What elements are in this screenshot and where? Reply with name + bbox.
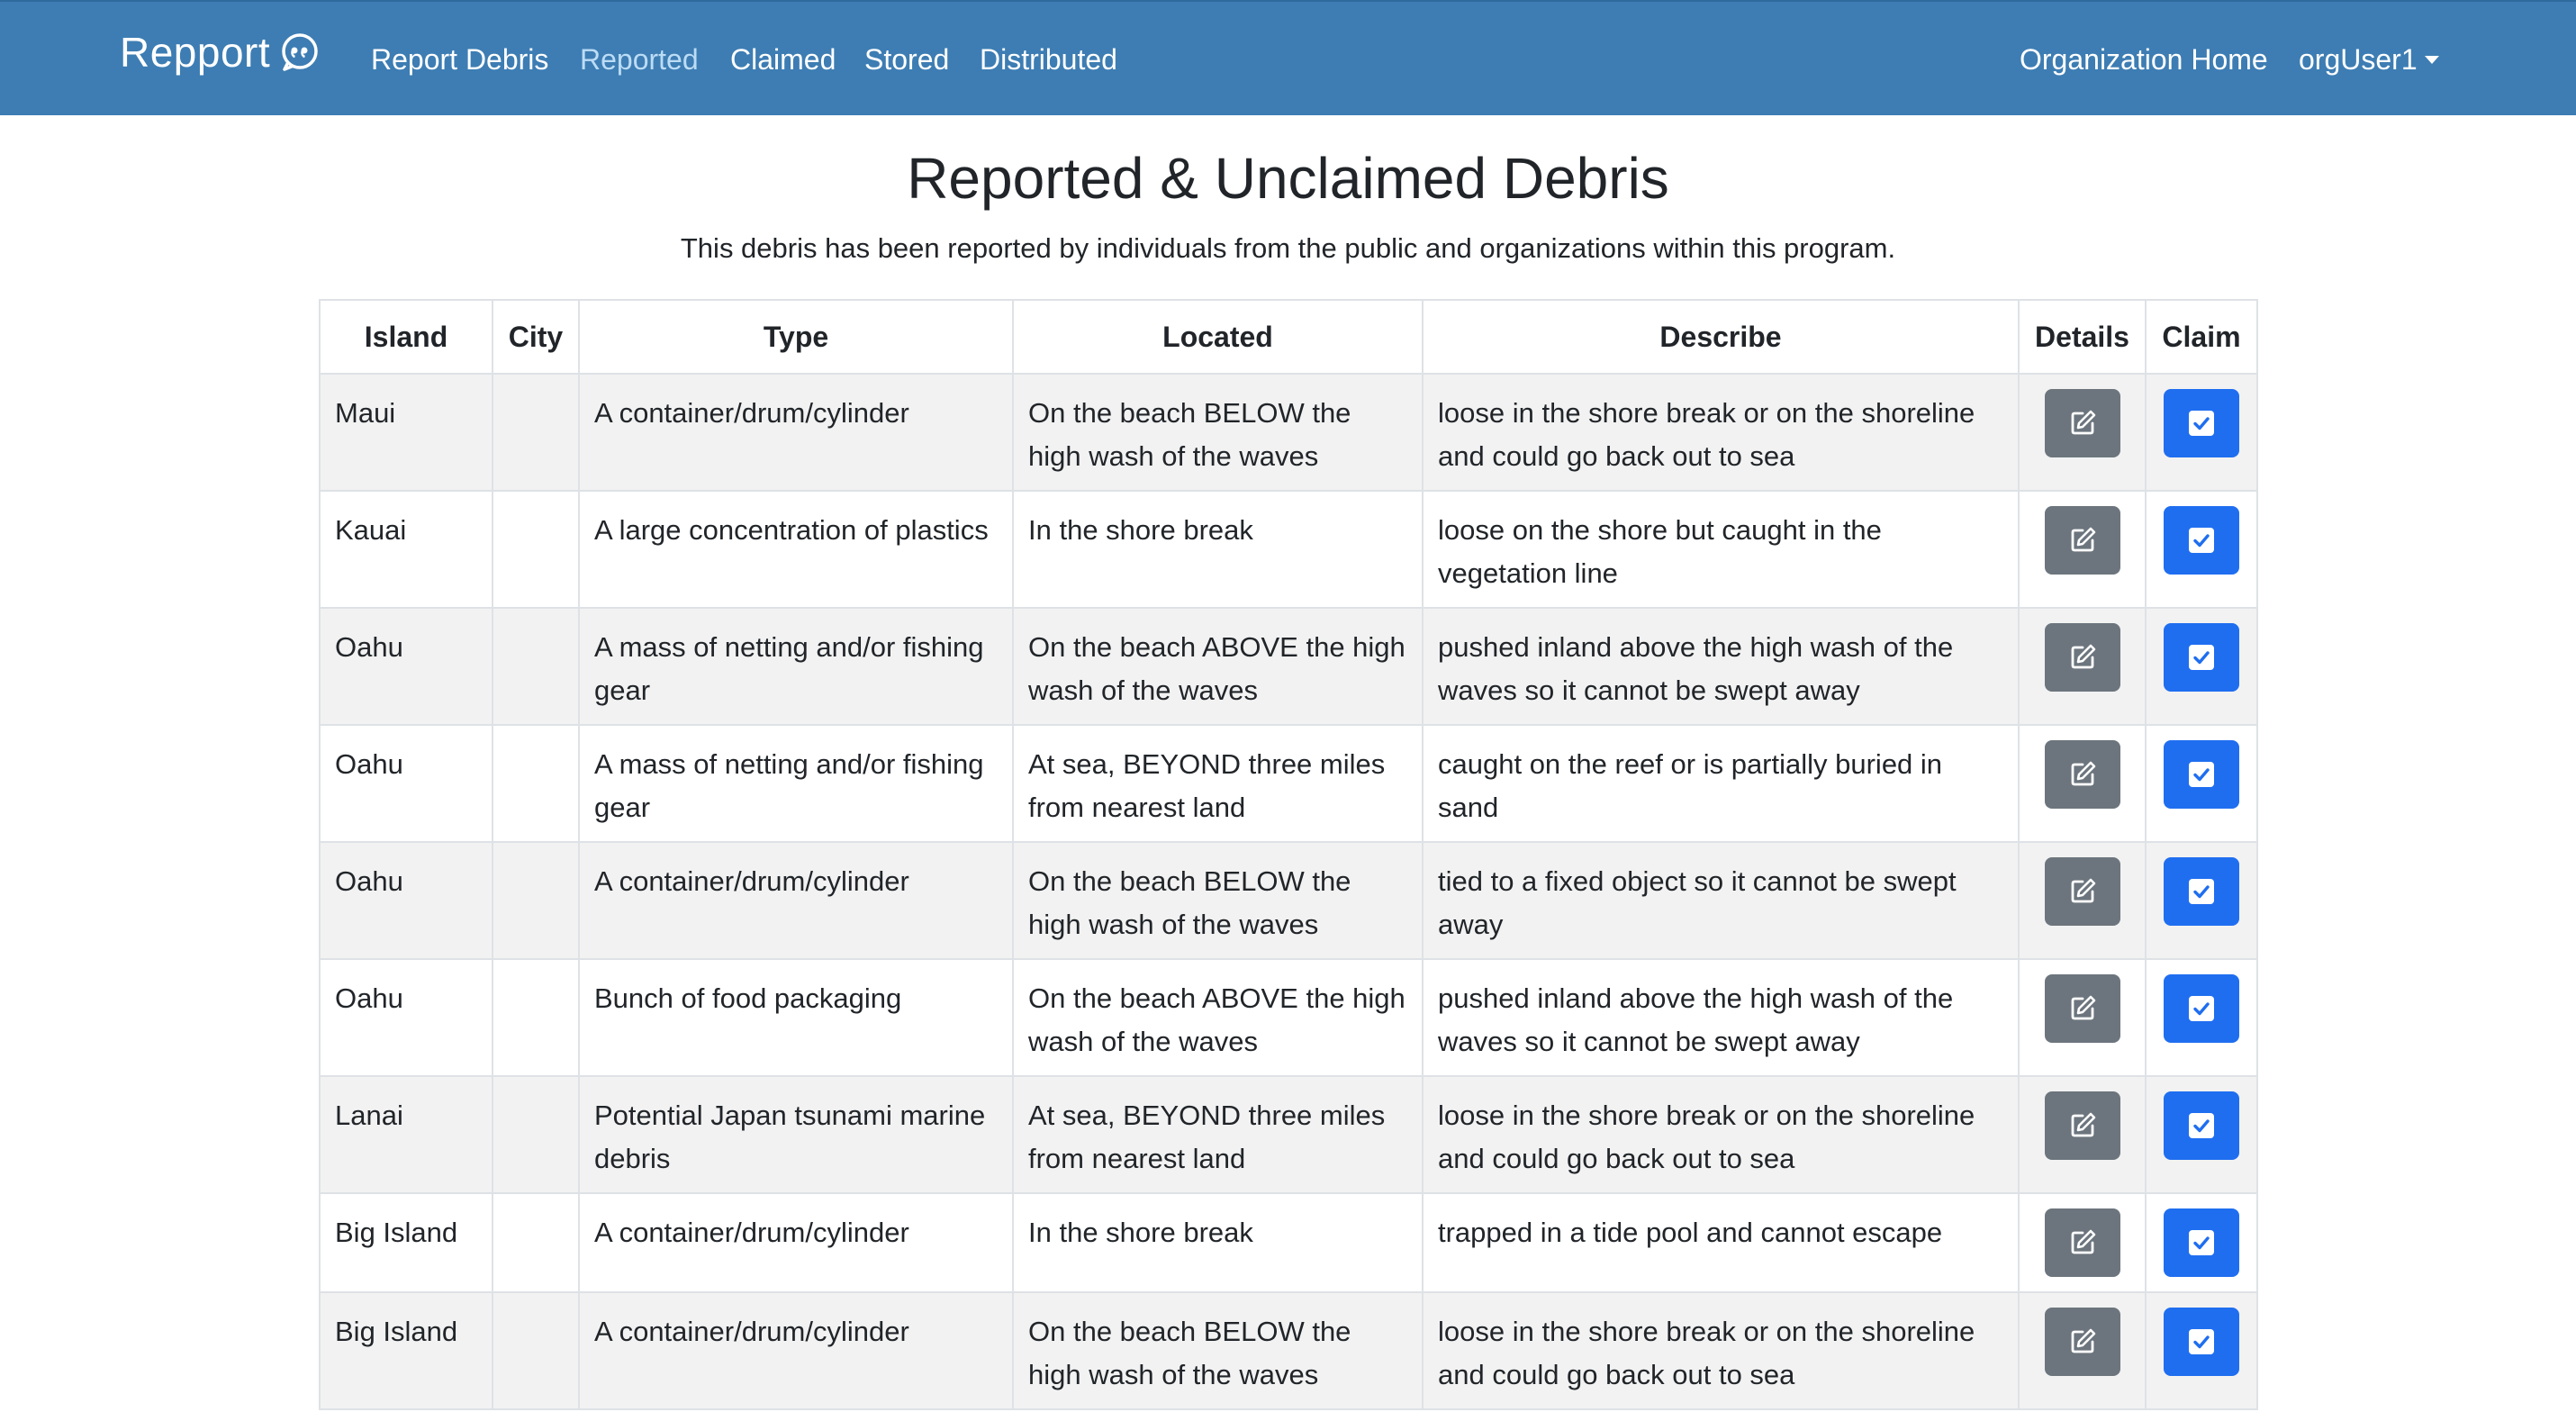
cell-details [2019, 608, 2146, 725]
cell-claim [2146, 725, 2257, 842]
check-square-icon [2186, 525, 2217, 556]
details-button[interactable] [2045, 857, 2120, 926]
cell-located: At sea, BEYOND three miles from nearest land [1013, 1076, 1423, 1193]
cell-claim [2146, 374, 2257, 491]
cell-type: A mass of netting and/or fishing gear [579, 725, 1013, 842]
brand-name: Repport [120, 29, 271, 76]
cell-located: On the beach ABOVE the high wash of the waves [1013, 959, 1423, 1076]
nav-reported[interactable]: Reported [580, 43, 699, 76]
cell-details [2019, 1292, 2146, 1409]
cell-details [2019, 959, 2146, 1076]
cell-describe: tied to a fixed object so it cannot be swept away [1423, 842, 2019, 959]
details-button[interactable] [2045, 506, 2120, 575]
check-square-icon [2186, 876, 2217, 907]
cell-describe: pushed inland above the high wash of the waves so it cannot be swept away [1423, 608, 2019, 725]
nav-claimed[interactable]: Claimed [730, 43, 836, 76]
cell-city [493, 1193, 579, 1292]
cell-island: Big Island [320, 1292, 493, 1409]
page-title: Reported & Unclaimed Debris [907, 146, 1669, 211]
details-button[interactable] [2045, 1091, 2120, 1160]
cell-type: A container/drum/cylinder [579, 374, 1013, 491]
cell-located: At sea, BEYOND three miles from nearest land [1013, 725, 1423, 842]
check-square-icon [2186, 642, 2217, 673]
cell-city [493, 842, 579, 959]
claim-button[interactable] [2164, 389, 2239, 457]
cell-island: Oahu [320, 608, 493, 725]
check-square-icon [2186, 1326, 2217, 1357]
edit-icon [2067, 525, 2098, 556]
header-claim: Claim [2146, 300, 2257, 374]
cell-details [2019, 491, 2146, 608]
cell-describe: loose in the shore break or on the shoreline and could go back out to sea [1423, 1076, 2019, 1193]
edit-icon [2067, 1326, 2098, 1357]
caret-down-icon [2425, 56, 2439, 64]
details-button[interactable] [2045, 623, 2120, 692]
edit-icon [2067, 993, 2098, 1024]
cell-claim [2146, 608, 2257, 725]
details-button[interactable] [2045, 389, 2120, 457]
edit-icon [2067, 1227, 2098, 1258]
cell-city [493, 1076, 579, 1193]
cell-island: Big Island [320, 1193, 493, 1292]
cell-city [493, 608, 579, 725]
cell-claim [2146, 842, 2257, 959]
cell-type: A large concentration of plastics [579, 491, 1013, 608]
table-row [320, 1292, 2257, 1409]
header-located: Located [1013, 300, 1423, 374]
cell-located: On the beach BELOW the high wash of the waves [1013, 842, 1423, 959]
brand-logo[interactable] [120, 25, 321, 79]
cell-city [493, 1292, 579, 1409]
cell-island: Oahu [320, 842, 493, 959]
check-square-icon [2186, 993, 2217, 1024]
cell-details [2019, 1193, 2146, 1292]
cell-claim [2146, 1292, 2257, 1409]
cell-located: On the beach BELOW the high wash of the waves [1013, 374, 1423, 491]
cell-details [2019, 374, 2146, 491]
cell-claim [2146, 1076, 2257, 1193]
cell-island: Oahu [320, 959, 493, 1076]
cell-city [493, 725, 579, 842]
table-row [320, 725, 2257, 842]
check-square-icon [2186, 759, 2217, 790]
table-row [320, 608, 2257, 725]
claim-button[interactable] [2164, 1308, 2239, 1376]
header-city: City [493, 300, 579, 374]
nav-report-debris[interactable]: Report Debris [371, 43, 549, 76]
edit-icon [2067, 876, 2098, 907]
cell-describe: pushed inland above the high wash of the waves so it cannot be swept away [1423, 959, 2019, 1076]
cell-located: On the beach BELOW the high wash of the waves [1013, 1292, 1423, 1409]
cell-details [2019, 842, 2146, 959]
claim-button[interactable] [2164, 974, 2239, 1043]
cell-island: Lanai [320, 1076, 493, 1193]
header-type: Type [579, 300, 1013, 374]
check-square-icon [2186, 1227, 2217, 1258]
cell-type: Potential Japan tsunami marine debris [579, 1076, 1013, 1193]
cell-type: A container/drum/cylinder [579, 842, 1013, 959]
cell-city [493, 374, 579, 491]
nav-stored[interactable]: Stored [864, 43, 950, 76]
details-button[interactable] [2045, 740, 2120, 809]
table-row [320, 491, 2257, 608]
check-square-icon [2186, 1110, 2217, 1141]
header-island: Island [320, 300, 493, 374]
edit-icon [2067, 759, 2098, 790]
cell-describe: loose on the shore but caught in the vegetation line [1423, 491, 2019, 608]
cell-describe: loose in the shore break or on the shoreline and could go back out to sea [1423, 1292, 2019, 1409]
cell-located: In the shore break [1013, 491, 1423, 608]
debris-table [319, 299, 2258, 1410]
edit-icon [2067, 408, 2098, 439]
cell-type: A mass of netting and/or fishing gear [579, 608, 1013, 725]
cell-claim [2146, 491, 2257, 608]
user-name: orgUser1 [2299, 43, 2418, 76]
check-square-icon [2186, 408, 2217, 439]
details-button[interactable] [2045, 1208, 2120, 1277]
cell-island: Maui [320, 374, 493, 491]
navbar [0, 0, 2576, 115]
cell-claim [2146, 1193, 2257, 1292]
nav-organization-home[interactable]: Organization Home [2020, 43, 2268, 76]
cell-city [493, 959, 579, 1076]
claim-button[interactable] [2164, 857, 2239, 926]
cell-describe: loose in the shore break or on the shoreline and could go back out to sea [1423, 374, 2019, 491]
cell-claim [2146, 959, 2257, 1076]
table-row [320, 374, 2257, 491]
cell-located: In the shore break [1013, 1193, 1423, 1292]
user-dropdown[interactable] [2299, 41, 2439, 77]
claim-button[interactable] [2164, 623, 2239, 692]
table-row [320, 842, 2257, 959]
cell-describe: trapped in a tide pool and cannot escape [1423, 1193, 2019, 1292]
claim-button[interactable] [2164, 1208, 2239, 1277]
table-header-row [320, 300, 2257, 374]
details-button[interactable] [2045, 974, 2120, 1043]
speech-bubble-icon [279, 32, 321, 73]
edit-icon [2067, 642, 2098, 673]
details-button[interactable] [2045, 1308, 2120, 1376]
claim-button[interactable] [2164, 506, 2239, 575]
table-row [320, 959, 2257, 1076]
claim-button[interactable] [2164, 740, 2239, 809]
cell-details [2019, 1076, 2146, 1193]
cell-city [493, 491, 579, 608]
table-row [320, 1076, 2257, 1193]
edit-icon [2067, 1110, 2098, 1141]
nav-distributed[interactable]: Distributed [980, 43, 1117, 76]
header-describe: Describe [1423, 300, 2019, 374]
table-row [320, 1193, 2257, 1292]
cell-type: A container/drum/cylinder [579, 1292, 1013, 1409]
cell-island: Oahu [320, 725, 493, 842]
cell-island: Kauai [320, 491, 493, 608]
cell-details [2019, 725, 2146, 842]
cell-type: A container/drum/cylinder [579, 1193, 1013, 1292]
cell-describe: caught on the reef or is partially buried in sand [1423, 725, 2019, 842]
header-details: Details [2019, 300, 2146, 374]
cell-type: Bunch of food packaging [579, 959, 1013, 1076]
cell-located: On the beach ABOVE the high wash of the waves [1013, 608, 1423, 725]
page-subtitle: This debris has been reported by individuals from the public and organizations within this program. [680, 232, 1896, 264]
claim-button[interactable] [2164, 1091, 2239, 1160]
